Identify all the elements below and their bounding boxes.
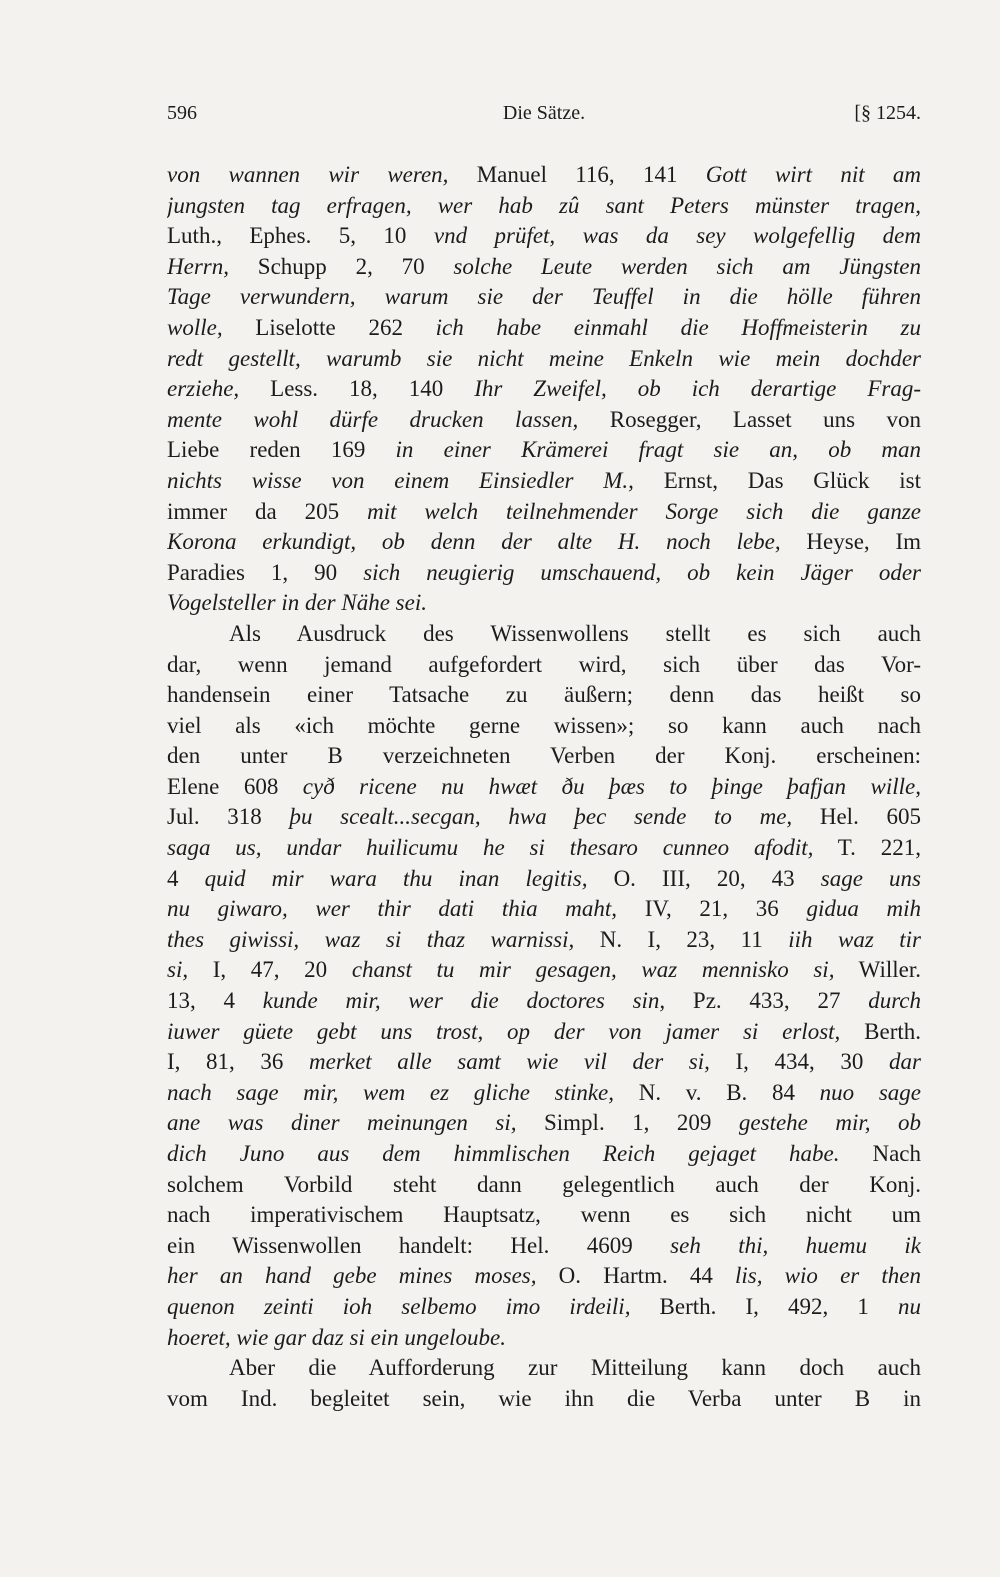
text-line bbox=[167, 1047, 921, 1078]
text-line bbox=[167, 1170, 921, 1201]
text-line bbox=[167, 1108, 921, 1139]
italic-quote: Ihr Zweifel, ob ich derartige Frag- bbox=[474, 376, 921, 402]
italic-quote: quenon zeinti ioh selbemo imo irdeili, bbox=[167, 1293, 631, 1319]
text-segment: Nach bbox=[839, 1141, 921, 1166]
text-line bbox=[167, 772, 921, 803]
italic-quote: cyð ricene nu hwæt ðu þæs to þinge þafjan wille, bbox=[302, 773, 921, 799]
italic-quote: mit welch teilnehmender Sorge sich die ganze bbox=[367, 498, 921, 524]
text-line bbox=[167, 1353, 921, 1384]
text-segment: Willer. bbox=[834, 957, 921, 983]
text-line bbox=[167, 680, 921, 711]
text-segment: viel als «ich möchte gerne wissen»; so kann auch nach bbox=[167, 712, 921, 738]
text-segment: 13, 4 bbox=[167, 988, 263, 1014]
italic-quote: vnd prüfet, was da sey wolgefellig dem bbox=[433, 223, 921, 249]
text-segment: Aber die Aufforderung zur Mitteilung kann doch auch bbox=[229, 1355, 921, 1381]
text-line bbox=[167, 1139, 921, 1170]
text-segment: Hel. 605 bbox=[792, 804, 921, 830]
text-segment: handensein einer Tatsache zu äußern; denn das heißt so bbox=[167, 682, 921, 708]
text-segment: O. III, 20, 43 bbox=[587, 865, 821, 891]
italic-quote: lis, wio er then bbox=[735, 1263, 921, 1289]
text-segment: dar, wenn jemand aufgefordert wird, sich über das Vor- bbox=[167, 651, 921, 677]
text-line bbox=[167, 1261, 921, 1292]
text-segment: Luth., Ephes. 5, 10 bbox=[167, 223, 434, 249]
italic-quote: dich Juno aus dem himmlischen Reich gejaget habe. bbox=[167, 1141, 840, 1166]
text-segment: Rosegger, Lasset uns von bbox=[578, 406, 921, 432]
italic-quote: Tage verwundern, warum sie der Teuffel in die hölle führen bbox=[167, 284, 921, 310]
text-line bbox=[167, 221, 921, 252]
italic-quote: nuo sage bbox=[819, 1079, 921, 1105]
italic-quote: dar bbox=[889, 1049, 921, 1075]
italic-quote: merket alle samt wie vil der si, bbox=[309, 1049, 710, 1075]
italic-quote: kunde mir, wer die doctores sin, bbox=[262, 988, 666, 1014]
italic-quote: sich neugierig umschauend, ob kein Jäger oder bbox=[363, 559, 921, 585]
text-line bbox=[167, 1017, 921, 1048]
italic-quote: gidua mih bbox=[806, 896, 921, 922]
text-line bbox=[167, 282, 921, 313]
italic-quote: nu giwaro, wer thir dati thia maht, bbox=[167, 896, 618, 922]
text-segment: Elene 608 bbox=[167, 773, 303, 799]
text-line bbox=[167, 435, 921, 466]
text-segment: immer da 205 bbox=[167, 498, 368, 524]
italic-quote: seh thi, huemu ik bbox=[670, 1232, 921, 1258]
italic-quote: nichts wisse von einem Einsiedler M., bbox=[167, 467, 634, 493]
italic-quote: redt gestellt, warumb sie nicht meine Enkeln wie mein dochder bbox=[167, 345, 921, 371]
text-segment: ein Wissenwollen handelt: Hel. 4609 bbox=[167, 1232, 671, 1258]
text-segment: den unter B verzeichneten Verben der Konj. erscheinen: bbox=[167, 743, 921, 769]
text-segment: N. I, 23, 11 bbox=[574, 926, 789, 952]
text-segment: Simpl. 1, 209 bbox=[516, 1110, 739, 1136]
italic-quote: quid mir wara thu inan legitis, bbox=[204, 865, 588, 891]
italic-quote: erziehe, bbox=[167, 376, 240, 402]
italic-quote: nach sage mir, wem ez gliche stinke, bbox=[167, 1079, 615, 1105]
text-line bbox=[167, 650, 921, 681]
text-line bbox=[167, 191, 921, 222]
text-line bbox=[167, 741, 921, 772]
running-header bbox=[167, 102, 921, 134]
text-segment: I, 47, 20 bbox=[188, 957, 352, 983]
italic-quote: her an hand gebe mines moses, bbox=[167, 1263, 537, 1289]
text-line bbox=[167, 802, 921, 833]
italic-quote: thes giwissi, waz si thaz warnissi, bbox=[167, 926, 575, 952]
text-segment: Ernst, Das Glück ist bbox=[633, 467, 921, 493]
italic-quote: durch bbox=[868, 988, 921, 1014]
text-line bbox=[167, 527, 921, 558]
text-segment: Jul. 318 bbox=[167, 804, 290, 830]
text-line bbox=[167, 1384, 921, 1415]
page-number: 596 bbox=[167, 102, 197, 124]
text-line bbox=[167, 252, 921, 283]
text-segment: vom Ind. begleitet sein, wie ihn die Verba unter B in bbox=[167, 1385, 921, 1411]
text-line bbox=[167, 1292, 921, 1323]
text-line bbox=[167, 1323, 921, 1354]
italic-quote: ane was diner meinungen si, bbox=[167, 1110, 517, 1136]
text-line bbox=[167, 955, 921, 986]
text-line bbox=[167, 864, 921, 895]
text-segment: N. v. B. 84 bbox=[614, 1079, 820, 1105]
text-line bbox=[167, 497, 921, 528]
italic-quote: gestehe mir, ob bbox=[738, 1110, 921, 1136]
italic-quote: iuwer güete gebt uns trost, op der von jamer si erlost, bbox=[167, 1018, 841, 1044]
text-segment: Less. 18, 140 bbox=[239, 376, 475, 402]
italic-quote: wolle, bbox=[167, 314, 223, 340]
text-segment: Pz. 433, 27 bbox=[665, 988, 869, 1014]
text-line bbox=[167, 374, 921, 405]
running-title: Die Sätze. bbox=[502, 102, 586, 124]
text-line bbox=[167, 986, 921, 1017]
text-segment: IV, 21, 36 bbox=[617, 896, 807, 922]
text-line bbox=[167, 894, 921, 925]
italic-quote: sage uns bbox=[820, 865, 921, 891]
italic-quote: hoeret, wie gar daz si ein ungeloube. bbox=[167, 1324, 506, 1350]
text-segment: Liselotte 262 bbox=[222, 314, 436, 340]
text-line bbox=[167, 313, 921, 344]
italic-quote: jungsten tag erfragen, wer hab zû sant Peters münster tragen, bbox=[167, 192, 921, 218]
italic-quote: nu bbox=[898, 1293, 921, 1319]
text-line bbox=[167, 344, 921, 375]
text-line bbox=[167, 558, 921, 589]
body-text bbox=[167, 160, 921, 1414]
section-number: [§ 1254. bbox=[854, 102, 921, 124]
italic-quote: þu scealt...secgan, hwa þec sende to me, bbox=[289, 804, 793, 830]
italic-quote: Herrn, bbox=[167, 253, 229, 279]
text-line bbox=[167, 160, 921, 191]
text-segment: 4 bbox=[167, 865, 205, 891]
italic-quote: chanst tu mir gesagen, waz mennisko si, bbox=[351, 957, 835, 983]
text-line bbox=[167, 466, 921, 497]
text-segment: Liebe reden 169 bbox=[167, 437, 396, 463]
text-segment: Paradies 1, 90 bbox=[167, 559, 364, 585]
italic-quote: si, bbox=[167, 957, 189, 983]
text-line bbox=[167, 833, 921, 864]
text-line bbox=[167, 1200, 921, 1231]
text-segment: O. Hartm. 44 bbox=[536, 1263, 736, 1289]
italic-quote: mente wohl dürfe drucken lassen, bbox=[167, 406, 579, 432]
text-line bbox=[167, 925, 921, 956]
text-segment: Berth. bbox=[840, 1018, 921, 1044]
italic-quote: ich habe einmahl die Hoffmeisterin zu bbox=[435, 314, 921, 340]
italic-quote: von wannen wir weren, bbox=[167, 162, 449, 187]
text-segment: T. 221, bbox=[813, 835, 921, 861]
text-line bbox=[167, 1078, 921, 1109]
italic-quote: Vogelsteller in der Nähe sei. bbox=[167, 590, 427, 616]
italic-quote: iih waz tir bbox=[788, 926, 921, 952]
text-segment: Berth. I, 492, 1 bbox=[630, 1293, 898, 1319]
text-segment: nach imperativischem Hauptsatz, wenn es sich nicht um bbox=[167, 1202, 921, 1228]
text-line bbox=[167, 405, 921, 436]
italic-quote: saga us, undar huilicumu he si thesaro cunneo afodit, bbox=[167, 835, 814, 861]
text-segment: Schupp 2, 70 bbox=[228, 253, 454, 279]
text-line bbox=[167, 711, 921, 742]
italic-quote: in einer Krämerei fragt sie an, ob man bbox=[395, 437, 921, 463]
text-line bbox=[167, 588, 921, 619]
text-segment: I, 81, 36 bbox=[167, 1049, 310, 1075]
text-segment: Als Ausdruck des Wissenwollens stellt es sich auch bbox=[229, 620, 921, 646]
text-segment: Heyse, Im bbox=[780, 529, 921, 555]
text-line bbox=[167, 1231, 921, 1262]
italic-quote: solche Leute werden sich am Jüngsten bbox=[453, 253, 921, 279]
text-line bbox=[167, 619, 921, 650]
text-segment: I, 434, 30 bbox=[709, 1049, 890, 1075]
italic-quote: Gott wirt nit am bbox=[705, 162, 921, 187]
text-segment: Manuel 116, 141 bbox=[448, 162, 706, 187]
text-segment: solchem Vorbild steht dann gelegentlich auch der Konj. bbox=[167, 1171, 921, 1197]
italic-quote: Korona erkundigt, ob denn der alte H. noch lebe, bbox=[167, 529, 781, 555]
